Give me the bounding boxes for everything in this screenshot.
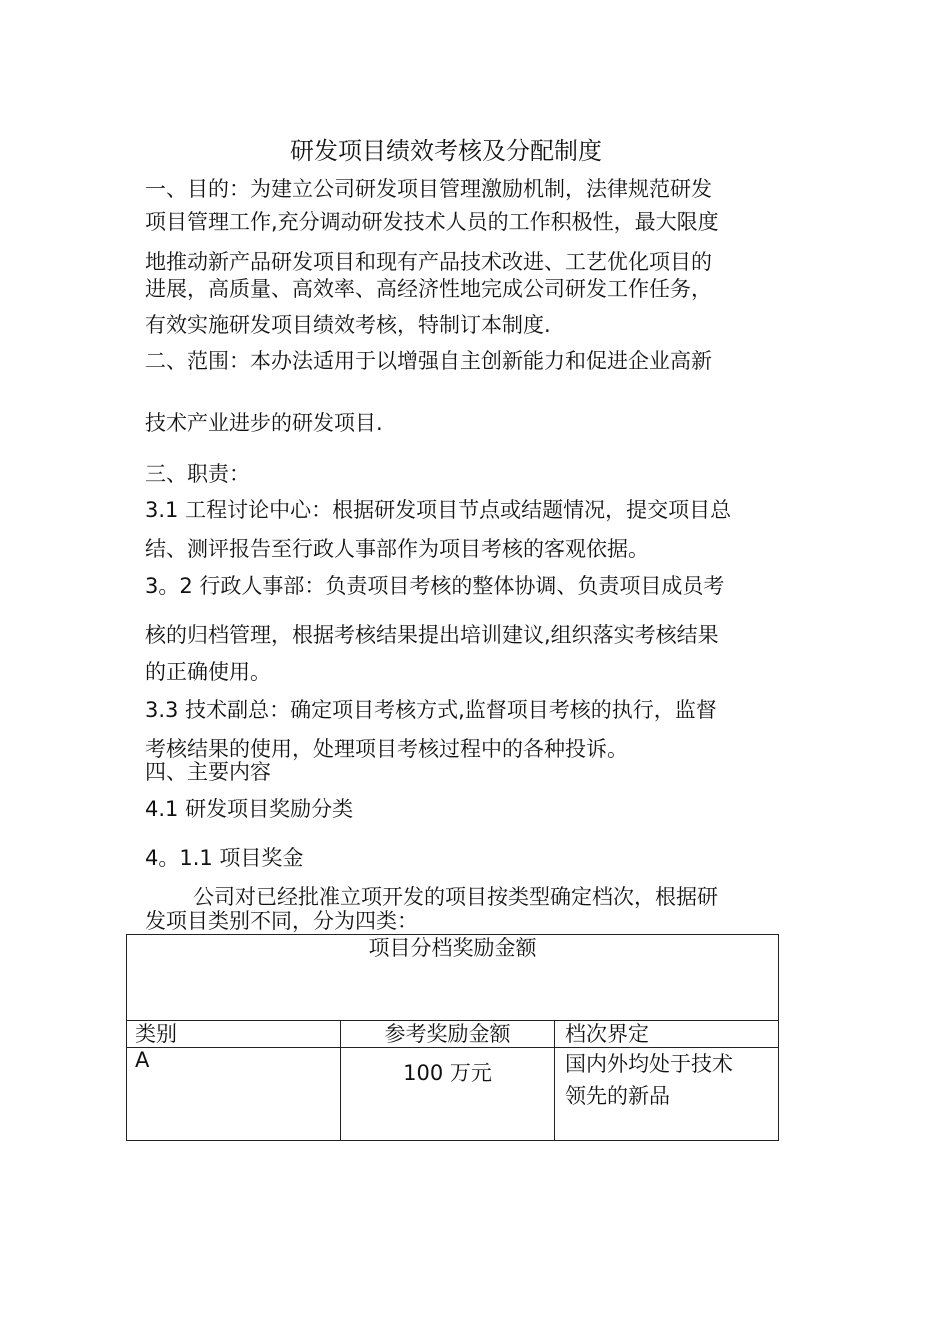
cell-category: A [127,1048,341,1141]
subsection-heading: 4。1.1 项目奖金 [145,846,304,870]
paragraph-line: 发项目类别不同，分为四类： [145,909,418,933]
table-row [127,1048,779,1141]
paragraph-line: 有效实施研发项目绩效考核，特制订本制度. [145,313,551,337]
paragraph-line: 公司对已经批准立项开发的项目按类型确定档次，根据研 [193,885,718,909]
paragraph-line: 一、目的：为建立公司研发项目管理激励机制，法律规范研发 [145,177,712,201]
paragraph-line: 3.3 技术副总：确定项目考核方式,监督项目考核的执行，监督 [145,698,717,722]
header-definition: 档次界定 [555,1021,779,1048]
paragraph-line: 考核结果的使用，处理项目考核过程中的各种投诉。 [145,737,628,761]
paragraph-line: 项目管理工作,充分调动研发技术人员的工作积极性，最大限度 [145,210,719,234]
section-heading: 三、职责： [145,462,250,486]
paragraph-line: 二、范围：本办法适用于以增强自主创新能力和促进企业高新 [145,349,712,373]
header-amount: 参考奖励金额 [341,1021,555,1048]
subsection-heading: 4.1 研发项目奖励分类 [145,797,354,821]
cell-definition-line: 国内外均处于技术 [565,1052,733,1076]
cell-definition [555,1048,779,1141]
paragraph-line: 3.1 工程讨论中心：根据研发项目节点或结题情况，提交项目总 [145,498,732,522]
section-heading: 四、主要内容 [145,760,271,784]
table-caption-row [127,935,779,1021]
paragraph-line: 的正确使用。 [145,660,271,684]
paragraph-line: 核的归档管理，根据考核结果提出培训建议,组织落实考核结果 [145,623,719,647]
paragraph-line: 结、测评报告至行政人事部作为项目考核的客观依据。 [145,537,649,561]
award-table [126,934,779,1141]
cell-amount: 100 万元 [341,1048,555,1141]
header-category: 类别 [127,1021,341,1048]
table-header-row [127,1021,779,1048]
document-title: 研发项目绩效考核及分配制度 [290,137,602,165]
table-caption: 项目分档奖励金额 [127,935,779,1021]
paragraph-line: 进展，高质量、高效率、高经济性地完成公司研发工作任务， [145,277,712,301]
paragraph-line: 地推动新产品研发项目和现有产品技术改进、工艺优化项目的 [145,250,712,274]
paragraph-line: 技术产业进步的研发项目. [145,411,383,435]
cell-definition-line: 领先的新品 [565,1084,670,1108]
paragraph-line: 3。2 行政人事部：负责项目考核的整体协调、负责项目成员考 [145,574,725,598]
